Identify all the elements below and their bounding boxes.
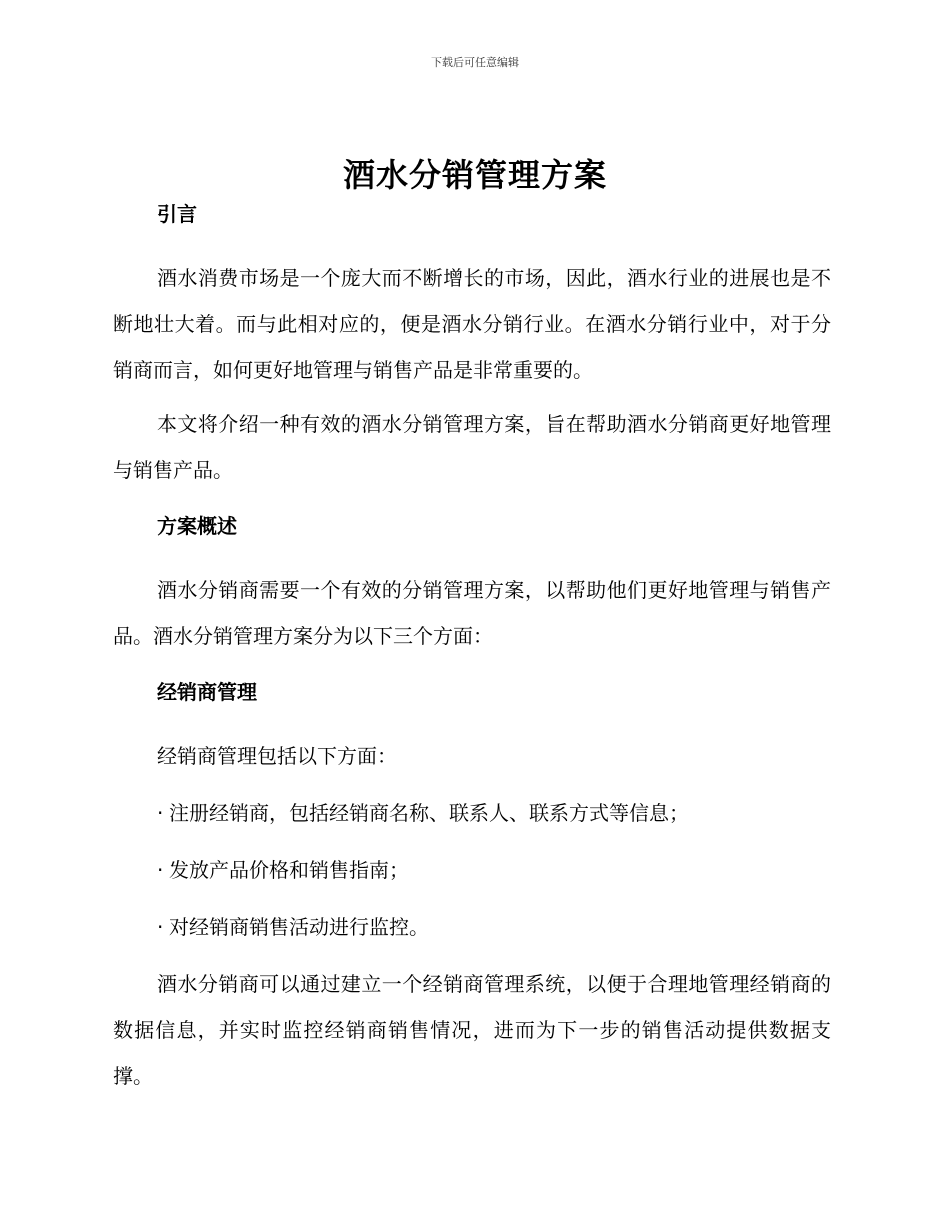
bullet-item [157, 847, 831, 893]
bullet-text: 对经销商销售活动进行监控。 [169, 915, 429, 939]
document-body [113, 201, 831, 1099]
bullet-symbol: · [157, 915, 164, 939]
paragraph-intro-2: 本文将介绍一种有效的酒水分销管理方案，旨在帮助酒水分销商更好地管理与销售产品。 [113, 412, 831, 482]
paragraph-overview-1: 酒水分销商需要一个有效的分销管理方案，以帮助他们更好地管理与销售产品。酒水分销管理方案分为以下三个方面： [113, 578, 831, 648]
bullet-text: 发放产品价格和销售指南； [169, 858, 409, 882]
bullet-item [157, 904, 831, 950]
bullet-item [157, 790, 831, 836]
section-heading-overview: 方案概述 [157, 514, 237, 538]
section-heading-dealer: 经销商管理 [157, 680, 257, 704]
page-header-note: 下载后可任意编辑 [431, 56, 519, 69]
bullet-text: 注册经销商，包括经销商名称、联系人、联系方式等信息； [169, 801, 689, 825]
paragraph-dealer-intro: 经销商管理包括以下方面： [157, 744, 397, 768]
paragraph-dealer-2: 酒水分销商可以通过建立一个经销商管理系统，以便于合理地管理经销商的数据信息，并实时监控经销商销售情况，进而为下一步的销售活动提供数据支撑。 [113, 972, 831, 1088]
document-title: 酒水分销管理方案 [342, 156, 607, 194]
section-heading-intro: 引言 [157, 202, 197, 226]
bullet-symbol: · [157, 801, 164, 825]
bullet-symbol: · [157, 858, 164, 882]
paragraph-intro-1: 酒水消费市场是一个庞大而不断增长的市场，因此，酒水行业的进展也是不断地壮大着。而与此相对应的，便是酒水分销行业。在酒水分销行业中，对于分销商而言，如何更好地管理与销售产品是非常重要的。 [113, 266, 831, 382]
